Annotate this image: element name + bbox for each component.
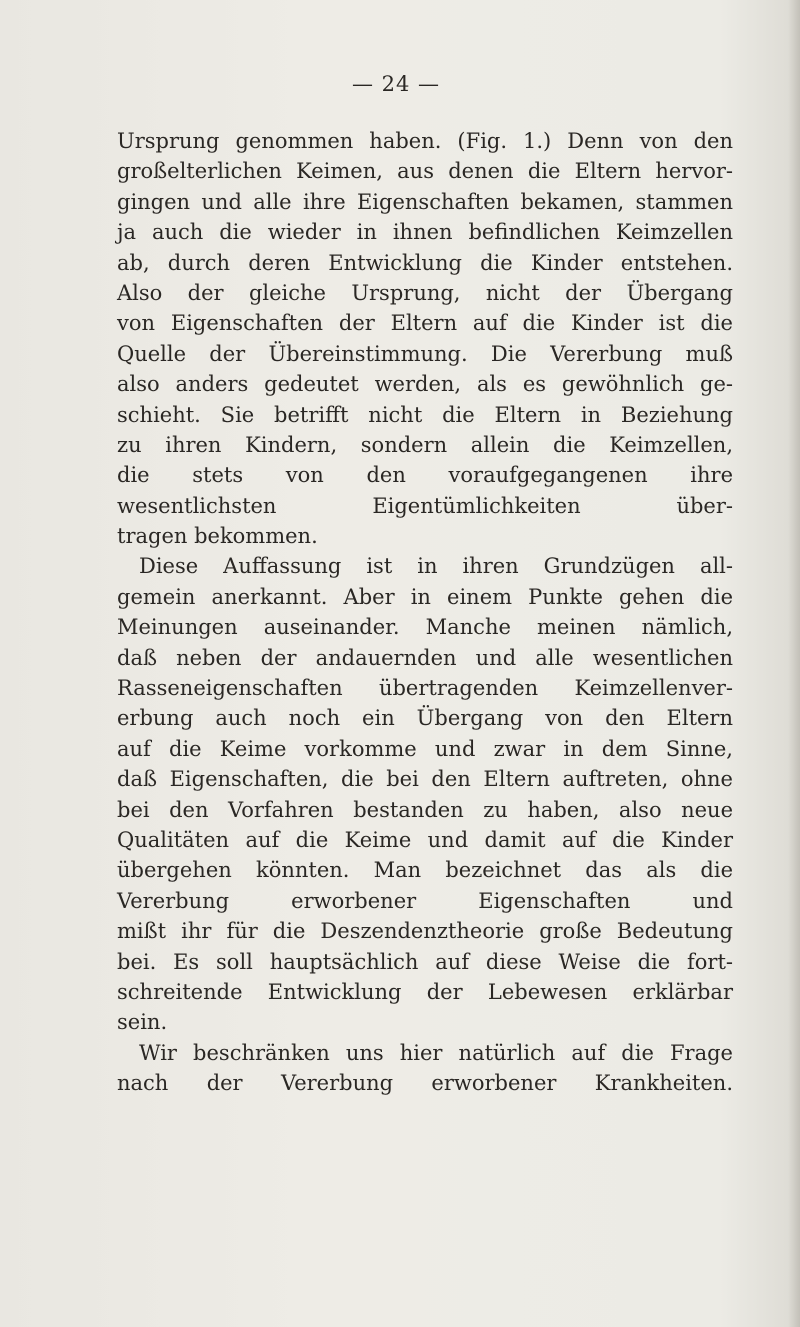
- text-line: von Eigenschaften der Eltern auf die Kinder ist die: [117, 311, 733, 336]
- text-line: gingen und alle ihre Eigenschaften bekamen, stammen: [117, 189, 733, 214]
- text-line: zu ihren Kindern, sondern allein die Keimzellen,: [117, 432, 733, 457]
- text-line: erbung auch noch ein Übergang von den Eltern: [117, 706, 733, 731]
- text-line: bei. Es soll hauptsächlich auf diese Weise die fort-: [117, 949, 733, 974]
- text-line: Ursprung genommen haben. (Fig. 1.) Denn von den: [117, 129, 733, 153]
- text-line: Diese Auffassung ist in ihren Grundzügen all-: [139, 554, 733, 579]
- text-line: Vererbung erworbener Eigenschaften und: [117, 888, 733, 913]
- text-line: sein.: [117, 1010, 168, 1035]
- text-line: schreitende Entwicklung der Lebewesen erklärbar: [117, 979, 733, 1004]
- text-line: mißt ihr für die Deszendenztheorie große Bedeutung: [117, 919, 733, 944]
- page-number: — 24 —: [351, 72, 441, 96]
- text-line: nach der Vererbung erworbener Krankheiten.: [117, 1071, 733, 1096]
- text-line: Quelle der Übereinstimmung. Die Vererbung muß: [117, 341, 733, 366]
- page-edge-shadow: [788, 0, 800, 1327]
- text-line: daß Eigenschaften, die bei den Eltern auftreten, ohne: [117, 767, 733, 792]
- text-line: schieht. Sie betrifft nicht die Eltern in Beziehung: [117, 402, 733, 427]
- text-line: Meinungen auseinander. Manche meinen nämlich,: [117, 615, 733, 640]
- text-line: tragen bekommen.: [117, 524, 318, 549]
- text-line: Also der gleiche Ursprung, nicht der Übergang: [117, 280, 733, 305]
- text-line: auf die Keime vorkomme und zwar in dem Sinne,: [117, 736, 733, 761]
- text-line: ja auch die wieder in ihnen befindlichen Keimzellen: [117, 220, 733, 245]
- text-line: Rasseneigenschaften übertragenden Keimzellenver-: [117, 676, 733, 701]
- text-line: Wir beschränken uns hier natürlich auf die Frage: [139, 1040, 733, 1065]
- text-line: wesentlichsten Eigentümlichkeiten über-: [117, 493, 733, 518]
- text-line: übergehen könnten. Man bezeichnet das als die: [117, 858, 733, 883]
- text-line: die stets von den voraufgegangenen ihre: [117, 463, 733, 488]
- text-line: Qualitäten auf die Keime und damit auf die Kinder: [117, 827, 733, 852]
- text-line: bei den Vorfahren bestanden zu haben, also neue: [117, 797, 733, 822]
- text-line: daß neben der andauernden und alle wesentlichen: [117, 645, 733, 670]
- body-text: [117, 126, 733, 1099]
- text-line: ab, durch deren Entwicklung die Kinder entstehen.: [117, 250, 733, 275]
- text-line: also anders gedeutet werden, als es gewöhnlich ge-: [117, 372, 733, 397]
- text-line: gemein anerkannt. Aber in einem Punkte gehen die: [117, 584, 733, 609]
- text-line: großelterlichen Keimen, aus denen die Eltern hervor-: [117, 159, 733, 184]
